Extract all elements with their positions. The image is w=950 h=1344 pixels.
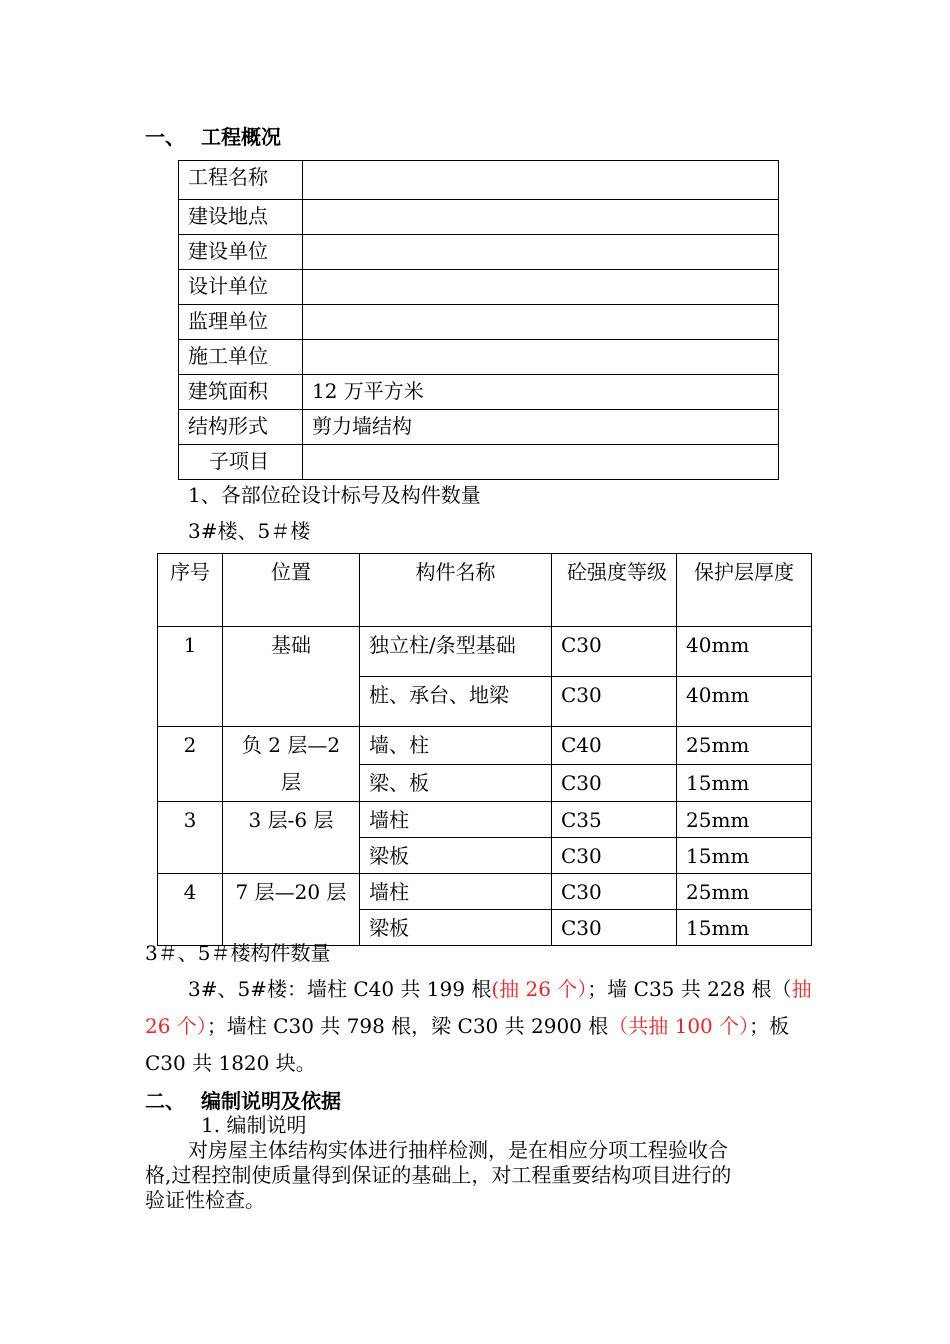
cover-thickness: 25mm [686, 880, 750, 904]
cover-thickness: 40mm [686, 633, 750, 657]
cover-thickness: 40mm [686, 683, 750, 707]
row-label: 建设单位 [188, 239, 268, 263]
quantity-line-2 [145, 1008, 789, 1045]
row-label: 子项目 [209, 449, 269, 473]
row-label: 监理单位 [188, 309, 268, 333]
quantity-text: ；板 [749, 1014, 790, 1038]
header-cell: 序号 [170, 560, 210, 584]
concrete-grade: C30 [561, 633, 602, 657]
row-value [303, 200, 778, 204]
sample-count-highlight: （共抽 100 个） [608, 1014, 750, 1038]
row-number: 4 [183, 880, 197, 904]
concrete-grade: C30 [561, 916, 602, 940]
header-cell: 位置 [271, 560, 311, 584]
component-name: 梁、板 [369, 770, 429, 795]
row-location: 3 层-6 层 [248, 808, 334, 832]
row-value [303, 161, 778, 165]
row-label: 工程名称 [188, 165, 268, 189]
row-value: 剪力墙结构 [312, 414, 412, 438]
header-cell: 保护层厚度 [694, 560, 794, 584]
table-row [179, 270, 779, 305]
component-name: 独立柱/条型基础 [369, 633, 516, 657]
header-cell: 构件名称 [415, 560, 496, 584]
row-number: 3 [183, 808, 197, 832]
section-number: 二、 [145, 1089, 185, 1113]
section-number: 一、 [145, 125, 185, 149]
table-row [158, 627, 812, 677]
row-label: 结构形式 [188, 414, 268, 438]
row-location: 基础 [271, 633, 311, 657]
subtitle-design-grades: 1、各部位砼设计标号及构件数量 [188, 483, 481, 507]
row-number: 2 [183, 733, 197, 757]
cover-thickness: 15mm [686, 844, 750, 868]
row-location: 7 层—20 层 [235, 880, 347, 904]
component-name: 梁板 [369, 916, 409, 940]
row-label: 建设地点 [188, 204, 268, 228]
cover-thickness: 25mm [686, 733, 750, 757]
table-row [179, 161, 779, 200]
section-title: 工程概况 [201, 125, 281, 149]
quantity-line-1 [188, 971, 812, 1008]
row-label: 建筑面积 [188, 379, 268, 403]
row-value [303, 445, 778, 449]
concrete-grade: C30 [561, 880, 602, 904]
sub-section-title: 1. 编制说明 [201, 1113, 307, 1137]
row-value [303, 235, 778, 239]
table-row [179, 200, 779, 235]
body-line-3: 验证性检查。 [145, 1188, 265, 1212]
concrete-grade: C30 [561, 683, 602, 707]
body-line-1: 对房屋主体结构实体进行抽样检测，是在相应分项工程验收合 [188, 1138, 728, 1162]
cover-thickness: 25mm [686, 808, 750, 832]
row-number: 1 [183, 633, 197, 657]
header-cell: 砼强度等级 [567, 560, 667, 584]
concrete-grade: C35 [561, 808, 602, 832]
row-label: 设计单位 [188, 274, 268, 298]
component-name: 墙柱 [369, 880, 409, 904]
table-row [158, 802, 812, 838]
quantity-text: ；墙柱 C30 共 798 根，梁 C30 共 2900 根 [206, 1014, 609, 1038]
sample-count-highlight: 抽 [791, 977, 812, 1001]
table-row [179, 410, 779, 445]
component-name: 墙、柱 [369, 733, 429, 757]
row-location: 负 2 层—2 层 [241, 733, 341, 794]
quantity-line-3: C30 共 1820 块。 [145, 1051, 316, 1075]
row-value: 12 万平方米 [312, 379, 424, 403]
table-row [179, 235, 779, 270]
quantity-title: 3＃、5＃楼构件数量 [145, 941, 331, 965]
component-name: 墙柱 [369, 808, 409, 832]
table-row [158, 727, 812, 765]
overview-table [178, 160, 779, 480]
table-header-row [158, 554, 812, 627]
quantity-text: ；墙 C35 共 228 根（ [587, 977, 792, 1001]
row-value [303, 305, 778, 309]
subtitle-buildings: 3#楼、5＃楼 [188, 519, 311, 543]
row-label: 施工单位 [188, 344, 268, 368]
quantity-text: 3#、5#楼：墙柱 C40 共 199 根 [188, 977, 492, 1001]
table-row [179, 375, 779, 410]
row-value [303, 340, 778, 344]
section-title: 编制说明及依据 [201, 1089, 341, 1113]
component-name: 桩、承台、地梁 [369, 683, 509, 707]
table-row [179, 305, 779, 340]
cover-thickness: 15mm [686, 770, 750, 795]
cover-thickness: 15mm [686, 916, 750, 940]
table-row [179, 340, 779, 375]
concrete-grade: C40 [561, 733, 602, 757]
sample-count-highlight: 26 个） [145, 1014, 207, 1038]
row-value [303, 270, 778, 274]
component-name: 梁板 [369, 844, 409, 868]
table-row [158, 874, 812, 910]
body-line-2: 格,过程控制使质量得到保证的基础上，对工程重要结构项目进行的 [145, 1163, 732, 1187]
concrete-grade: C30 [561, 770, 602, 795]
sample-count-highlight: (抽 26 个） [491, 977, 588, 1001]
table-row [179, 445, 779, 480]
section-heading-2 [145, 1089, 341, 1113]
concrete-grade: C30 [561, 844, 602, 868]
section-heading-1 [145, 125, 281, 149]
component-table [157, 553, 812, 946]
